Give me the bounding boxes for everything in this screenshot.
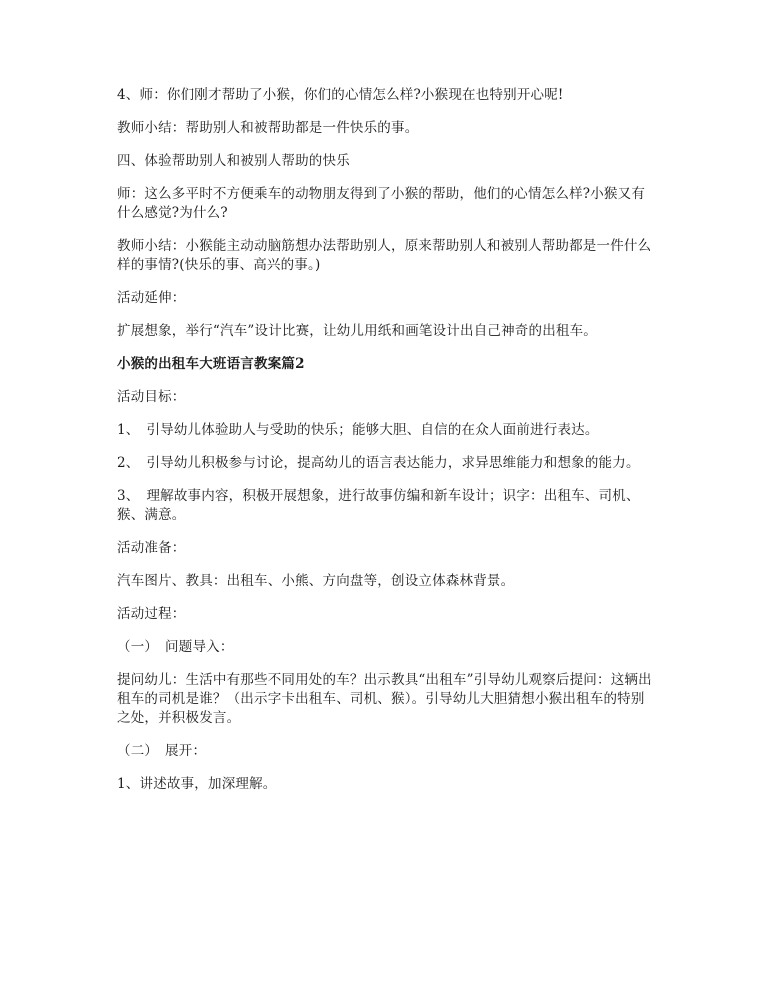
paragraph-goal-2: 2、 引导幼儿积极参与讨论，提高幼儿的语言表达能力，求异思维能力和想象的能力。 bbox=[117, 455, 640, 471]
paragraph-step-2-item-1: 1、讲述故事，加深理解。 bbox=[117, 776, 277, 792]
section-heading-part-2: 小猴的出租车大班语言教案篇2 bbox=[117, 356, 305, 372]
paragraph-goal-1: 1、 引导幼儿体验助人与受助的快乐；能够大胆、自信的在众人面前进行表达。 bbox=[117, 422, 599, 438]
paragraph-step-1-title: （一） 问题导入： bbox=[117, 639, 234, 655]
paragraph-activity-extension: 扩展想象，举行“汽车”设计比赛，让幼儿用纸和画笔设计出自己神奇的出租车。 bbox=[117, 323, 598, 339]
paragraph-goals-label: 活动目标： bbox=[117, 389, 186, 405]
paragraph-step-1-body: 提问幼儿：生活中有那些不同用处的车？出示教具“出租车”引导幼儿观察后提问：这辆出租车的司机是谁？（出示字卡出租车、司机、猴）。引导幼儿大胆猜想小猴出租车的特别之处，并积极发言。 bbox=[117, 672, 652, 726]
paragraph-teacher-question: 师：这么多平时不方便乘车的动物朋友得到了小猴的帮助，他们的心情怎么样?小猴又有什么感觉?为什么? bbox=[117, 186, 646, 221]
paragraph-teacher-summary-1: 教师小结：帮助别人和被帮助都是一件快乐的事。 bbox=[117, 120, 419, 136]
paragraph-section-4-title: 四、体验帮助别人和被别人帮助的快乐 bbox=[117, 153, 350, 169]
paragraph-preparation-label: 活动准备： bbox=[117, 540, 186, 556]
paragraph-process-label: 活动过程： bbox=[117, 606, 186, 622]
paragraph-question-4: 4、师：你们刚才帮助了小猴，你们的心情怎么样?小猴现在也特别开心呢! bbox=[117, 87, 564, 103]
paragraph-step-2-title: （二） 展开： bbox=[117, 743, 207, 759]
paragraph-goal-3: 3、 理解故事内容，积极开展想象，进行故事仿编和新车设计；识字：出租车、司机、猴、满意。 bbox=[117, 488, 640, 523]
paragraph-teacher-summary-2: 教师小结：小猴能主动动脑筋想办法帮助别人，原来帮助别人和被别人帮助都是一件什么样的事情?(快乐的事、高兴的事。) bbox=[117, 238, 652, 273]
paragraph-activity-extension-label: 活动延伸： bbox=[117, 290, 186, 306]
document-page bbox=[117, 86, 657, 808]
paragraph-preparation: 汽车图片、教具：出租车、小熊、方向盘等，创设立体森林背景。 bbox=[117, 573, 515, 589]
